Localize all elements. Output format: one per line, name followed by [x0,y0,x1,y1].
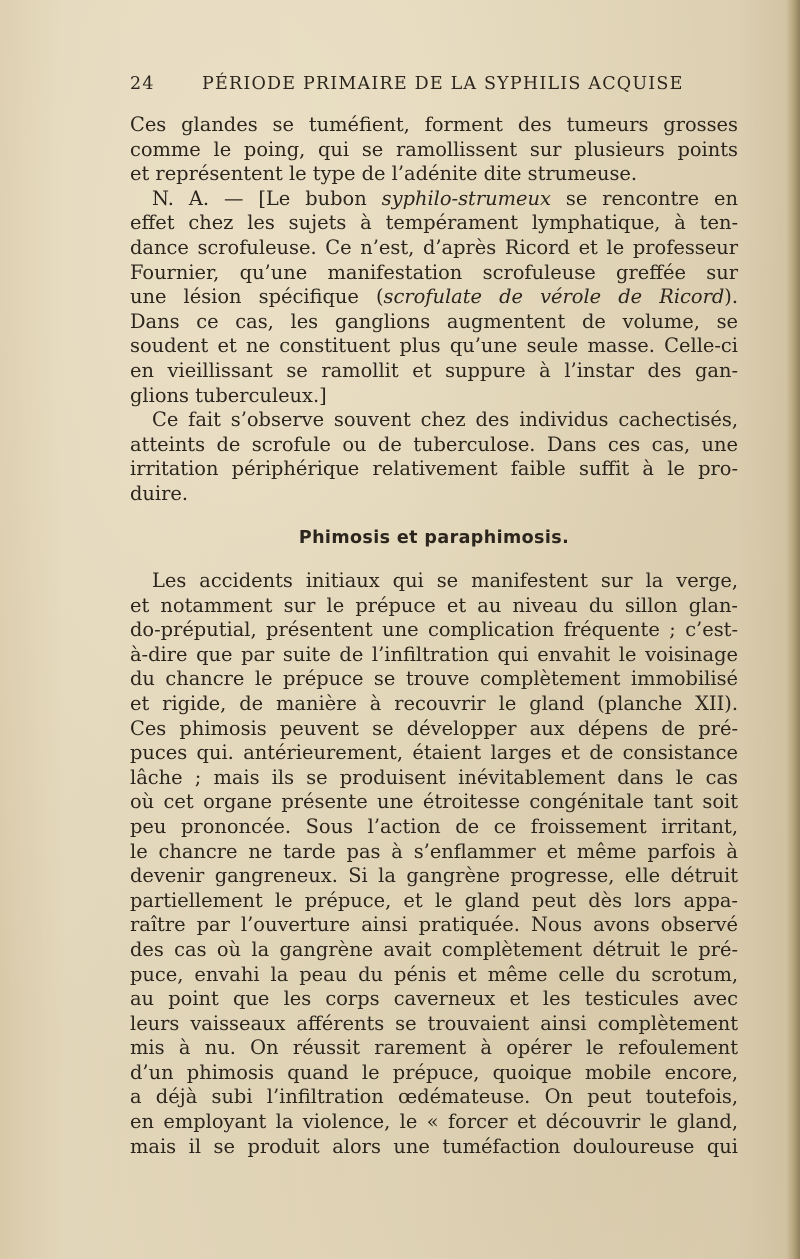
text-line: puces qui. antérieurement, étaient larges et de consistance [130,741,738,765]
italic-term: scrofulate de vérole de Ricord [383,285,725,309]
text-line: et rigide, de manière à recouvrir le gland (planche XII). [130,691,738,715]
text-line: en employant la violence, le « forcer et découvrir le gland, [130,1110,738,1134]
paragraph-block-phimosis [130,569,738,1159]
text-line: en vieillissant se ramollit et suppure à l’instar des gan- [130,358,738,382]
text-line: duire. [130,481,189,505]
text-line: soudent et ne constituent plus qu’une seule masse. Celle-ci [130,334,738,358]
text-line: Ces glandes se tuméfient, forment des tumeurs grosses [130,113,738,136]
text-line: mis à nu. On réussit rarement à opérer le refoulement [130,1036,738,1060]
text-line: effet chez les sujets à tempérament lymphatique, à ten- [130,211,738,235]
running-head [130,74,684,100]
text-line: et notamment sur le prépuce et au niveau du sillon glan- [130,593,738,617]
text-line: mais il se produit alors une tuméfaction douloureuse qui [130,1134,738,1158]
text-line: comme le poing, qui se ramollissent sur plusieurs points [130,137,738,161]
text-line: glions tuberculeux.] [130,383,327,407]
text-line: atteints de scrofule ou de tuberculose. Dans ces cas, une [130,432,738,456]
text-line: devenir gangreneux. Si la gangrène progresse, elle détruit [130,864,738,888]
text-line: et représentent le type de l’adénite dite strumeuse. [130,162,638,186]
text-line: du chancre le prépuce se trouve complètement immobilisé [130,667,738,691]
text-line: Dans ce cas, les ganglions augmentent de volume, se [130,309,738,333]
page-edge-shadow [786,0,800,1259]
text-line: peu prononcée. Sous l’action de ce froissement irritant, [130,814,738,838]
text-line: leurs vaisseaux afférents se trouvaient ainsi complètement [130,1011,738,1035]
text-line: Ce fait s’observe souvent chez des individus cachectisés, [152,408,738,432]
text-line: Fournier, qu’une manifestation scrofuleuse greffée sur [130,260,738,284]
text-line: le chancre ne tarde pas à s’enflammer et même parfois à [130,839,738,863]
text-line: Les accidents initiaux qui se manifestent sur la verge, [152,569,738,592]
text-line-italic-mixed: N. A. — [Le bubon syphilo-strumeux se rencontre en [152,186,738,210]
text-line: des cas où la gangrène avait complètement détruit le pré- [130,937,738,961]
text-line-italic-mixed: une lésion spécifique (scrofulate de vérole de Ricord). [130,285,738,309]
text-line: a déjà subi l’infiltration œdémateuse. On peut toutefois, [130,1085,738,1109]
section-title: Phimosis et paraphimosis. [298,528,570,548]
text-line: où cet organe présente une étroitesse congénitale tant soit [130,790,738,814]
text-line: irritation périphérique relativement faible suffit à le pro- [130,457,738,481]
text-line: puce, envahi la peau du pénis et même celle du scrotum, [130,962,738,986]
italic-term: syphilo-strumeux [381,186,551,210]
running-title: PÉRIODE PRIMAIRE DE LA SYPHILIS ACQUISE [202,74,684,94]
page-number: 24 [130,74,155,94]
text-line: à-dire que par suite de l’infiltration qui envahit le voisinage [130,642,738,666]
text-line: partiellement le prépuce, et le gland peut dès lors appa- [130,888,738,912]
text-line: do-préputial, présentent une complication fréquente ; c’est- [130,618,738,642]
text-line: raître par l’ouverture ainsi pratiquée. Nous avons observé [130,913,738,937]
text-line: lâche ; mais ils se produisent inévitablement dans le cas [130,765,738,789]
text-line: d’un phimosis quand le prépuce, quoique mobile encore, [130,1060,738,1084]
text-line: au point que les corps caverneux et les testicules avec [130,987,738,1011]
text-line: dance scrofuleuse. Ce n’est, d’après Ricord et le professeur [130,235,738,259]
text-line: Ces phimosis peuvent se développer aux dépens de pré- [130,716,738,740]
paragraph-block-adenite [130,113,738,507]
